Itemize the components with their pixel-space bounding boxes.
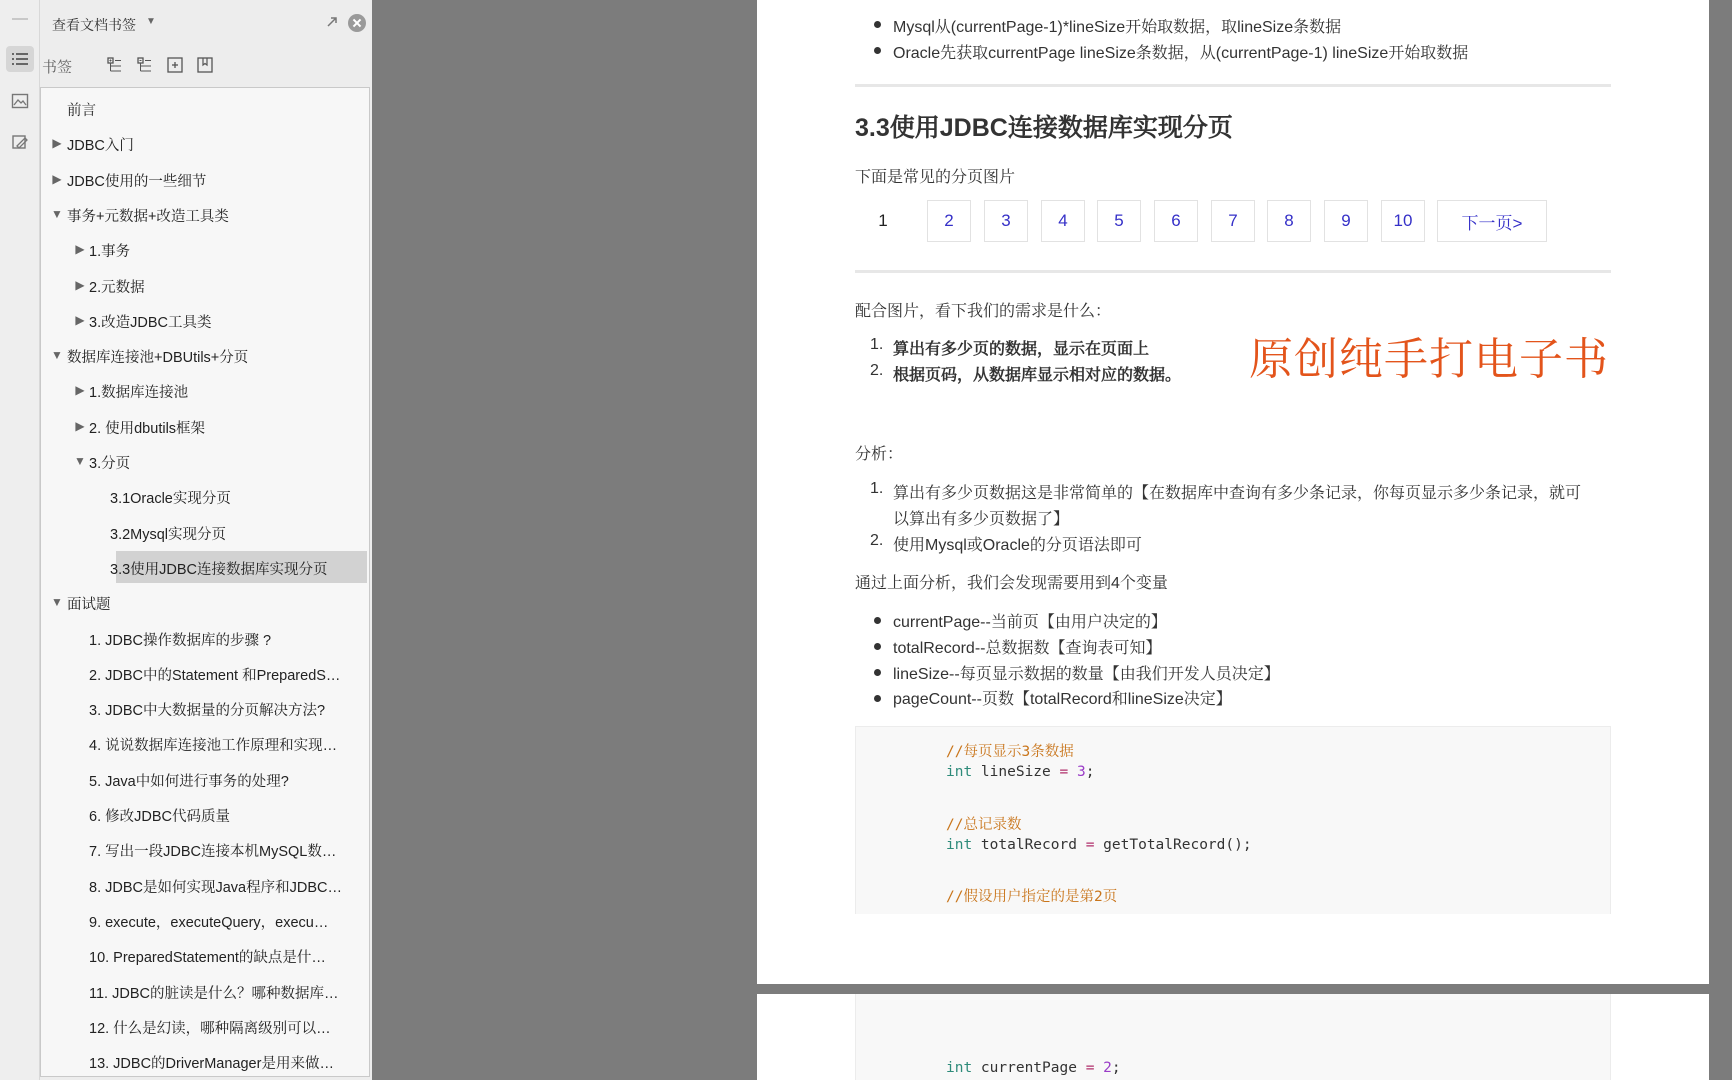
bookmark-label: 事务+元数据+改造工具类 (67, 208, 229, 225)
bookmark-label: 数据库连接池+DBUtils+分页 (67, 350, 249, 367)
expand-arrow-icon[interactable]: ▶ (75, 277, 85, 292)
annotation-icon[interactable] (6, 130, 34, 156)
bookmark-label: 面试题 (67, 597, 111, 614)
expand-arrow-icon[interactable]: ▶ (52, 136, 62, 151)
bookmark-item[interactable] (41, 657, 369, 689)
divider (855, 270, 1611, 273)
expand-all-icon[interactable] (104, 54, 126, 76)
list-item: 使用Mysql或Oracle的分页语法即可 (893, 537, 1142, 554)
bookmark-label: 1. JDBC操作数据库的步骤 ? (89, 632, 272, 649)
bullet (874, 669, 881, 676)
expand-arrow-icon[interactable]: ▶ (75, 312, 85, 327)
code-line: int totalRecord = getTotalRecord(); (946, 837, 1252, 853)
bookmark-item[interactable] (41, 92, 369, 124)
bullet-text: Oracle先获取currentPage lineSize条数据，从(currentPage-1) lineSize开始取数据 (893, 45, 1469, 62)
bookmark-label: 6. 修改JDBC代码质量 (89, 809, 230, 825)
add-bookmark-icon[interactable] (164, 54, 186, 76)
list-item-continued: 以算出有多少页数据了】 (893, 511, 1070, 528)
pagination-page: 3 (984, 200, 1028, 242)
code-comment: //总记录数 (946, 817, 1022, 833)
bookmark-item[interactable] (41, 339, 369, 371)
pagination-page: 8 (1267, 200, 1311, 242)
bookmark-item[interactable] (41, 727, 369, 759)
bullet (874, 47, 881, 54)
tab-bookmarks[interactable]: 书签 (42, 59, 73, 76)
expand-arrow-icon[interactable]: ▶ (75, 418, 85, 433)
pagination-page: 10 (1381, 200, 1425, 242)
pagination-page: 4 (1041, 200, 1085, 242)
bookmark-toolbar (40, 46, 372, 84)
bookmark-item[interactable] (41, 904, 369, 936)
bookmark-item[interactable] (41, 939, 369, 971)
bookmark-label: 2. 使用dbutils框架 (89, 420, 206, 437)
list-item: 根据页码，从数据库显示相对应的数据。 (893, 367, 1182, 384)
collapse-arrow-icon[interactable]: ▼ (74, 454, 86, 468)
expand-arrow-icon[interactable]: ▶ (52, 171, 62, 186)
bookmark-item[interactable] (41, 586, 369, 618)
grip-handle[interactable] (12, 18, 28, 20)
bookmark-label: 前言 (67, 103, 96, 119)
list-item: 算出有多少页数据这是非常简单的【在数据库中查询有多少条记录，你每页显示多少条记录，就可 (893, 485, 1582, 502)
bookmark-item[interactable] (41, 516, 369, 548)
bookmark-item[interactable] (41, 692, 369, 724)
watermark-text: 原创纯手打电子书 (1249, 335, 1609, 384)
pagination-page: 2 (927, 200, 971, 242)
bookmark-item[interactable] (41, 374, 369, 406)
bookmark-item-selected[interactable] (41, 551, 369, 583)
outline-icon[interactable] (6, 46, 34, 72)
paragraph: 分析： (855, 446, 904, 463)
collapse-arrow-icon[interactable]: ▼ (51, 348, 63, 363)
bookmark-label: 3. JDBC中大数据量的分页解决方法? (89, 703, 326, 720)
bookmark-label: 3.3使用JDBC连接数据库实现分页 (110, 561, 328, 578)
collapse-arrow-icon[interactable]: ▼ (51, 206, 63, 221)
bullet (874, 695, 881, 702)
bullet-text: totalRecord--总数据数【查询表可知】 (893, 640, 1162, 657)
bookmark-label: 11. JDBC的脏读是什么？哪种数据库… (89, 985, 339, 1002)
bookmark-item[interactable] (41, 798, 369, 830)
bookmark-item[interactable] (41, 622, 369, 654)
bookmark-item[interactable] (41, 1010, 369, 1042)
code-line: int currentPage = 2; (946, 1060, 1121, 1076)
bookmark-label: 1.事务 (89, 244, 131, 261)
bullet-text: lineSize--每页显示数据的数量【由我们开发人员决定】 (893, 666, 1280, 683)
code-comment: //每页显示3条数据 (946, 744, 1074, 760)
pagination-page: 9 (1324, 200, 1368, 242)
panel-title[interactable]: 查看文档书签 (52, 17, 136, 33)
bullet (874, 21, 881, 28)
list-number: 1. (870, 480, 884, 497)
bookmark-label: JDBC入门 (67, 138, 134, 155)
bookmark-label: 2.元数据 (89, 279, 145, 296)
expand-arrow-icon[interactable]: ▶ (75, 242, 85, 257)
list-number: 1. (870, 336, 884, 353)
bookmark-label: 13. JDBC的DriverManager是用来做… (89, 1056, 334, 1073)
bookmark-label: 3.改造JDBC工具类 (89, 314, 212, 331)
collapse-arrow-icon[interactable]: ▼ (51, 595, 63, 610)
bookmark-label: 12. 什么是幻读，哪种隔离级别可以… (89, 1020, 331, 1037)
icon-rail (0, 0, 40, 1080)
bookmark-icon[interactable] (194, 54, 216, 76)
bookmark-label: 9. execute，executeQuery，execu… (89, 914, 329, 931)
code-comment: //假设用户指定的是第2页 (946, 889, 1118, 905)
collapse-all-icon[interactable] (134, 54, 156, 76)
bookmark-item[interactable] (41, 304, 369, 336)
document-page-2 (757, 994, 1709, 1080)
pagination-page: 6 (1154, 200, 1198, 242)
bookmark-item[interactable] (41, 269, 369, 301)
divider (855, 84, 1611, 87)
bookmark-item[interactable] (41, 480, 369, 512)
chevron-down-icon[interactable]: ▼ (146, 16, 156, 27)
bookmark-item[interactable] (41, 233, 369, 265)
code-block-continued (855, 994, 1611, 1080)
section-heading: 3.3使用JDBC连接数据库实现分页 (855, 114, 1233, 142)
bookmark-item[interactable] (41, 445, 369, 477)
panel-header (40, 0, 372, 46)
undock-icon[interactable] (324, 14, 340, 30)
bookmark-label: 3.分页 (89, 456, 131, 472)
bullet (874, 643, 881, 650)
bookmark-label: 3.1Oracle实现分页 (110, 491, 231, 508)
bookmark-label: 10. PreparedStatement的缺点是什… (89, 950, 326, 967)
bookmark-item[interactable] (41, 127, 369, 159)
bookmark-label: 3.2Mysql实现分页 (110, 526, 227, 543)
bookmark-tree (40, 87, 370, 1077)
bookmark-item[interactable] (41, 410, 369, 442)
bookmark-label: 7. 写出一段JDBC连接本机MySQL数… (89, 844, 337, 861)
bookmark-item[interactable] (41, 198, 369, 230)
bullet (874, 617, 881, 624)
bookmark-item[interactable] (41, 975, 369, 1007)
bullet-text: pageCount--页数【totalRecord和lineSize决定】 (893, 691, 1232, 708)
bookmark-label: 5. Java中如何进行事务的处理? (89, 773, 289, 790)
bookmark-label: 4. 说说数据库连接池工作原理和实现… (89, 738, 338, 755)
pagination-page: 1 (878, 211, 888, 230)
bookmark-item[interactable] (41, 833, 369, 865)
document-page (757, 0, 1709, 984)
bookmark-item[interactable] (41, 869, 369, 901)
paragraph: 下面是常见的分页图片 (855, 169, 1016, 186)
bookmark-item[interactable] (41, 163, 369, 195)
pagination-page: 5 (1097, 200, 1141, 242)
bullet-text: currentPage--当前页【由用户决定的】 (893, 614, 1167, 631)
bookmark-panel (40, 0, 372, 1080)
bullet-text: Mysql从(currentPage-1)*lineSize开始取数据，取lineSize条数据 (893, 19, 1342, 36)
close-icon[interactable] (348, 14, 366, 32)
bookmark-label: 2. JDBC中的Statement 和PreparedS… (89, 667, 341, 684)
pagination-next: 下一页> (1437, 200, 1547, 242)
list-item: 算出有多少页的数据，显示在页面上 (893, 341, 1150, 358)
expand-arrow-icon[interactable]: ▶ (75, 383, 85, 398)
list-number: 2. (870, 532, 884, 549)
list-number: 2. (870, 362, 884, 379)
paragraph: 通过上面分析，我们会发现需要用到4个变量 (855, 575, 1168, 592)
code-block (855, 726, 1611, 914)
bookmark-label: JDBC使用的一些细节 (67, 173, 207, 190)
bookmark-item[interactable] (41, 763, 369, 795)
bookmark-item[interactable] (41, 1045, 369, 1077)
thumbnail-icon[interactable] (6, 88, 34, 114)
bookmark-label: 8. JDBC是如何实现Java程序和JDBC… (89, 879, 342, 896)
paragraph: 配合图片，看下我们的需求是什么： (855, 303, 1112, 320)
bookmark-label: 1.数据库连接池 (89, 385, 189, 402)
code-line: int lineSize = 3; (946, 764, 1095, 780)
pagination-page: 7 (1211, 200, 1255, 242)
